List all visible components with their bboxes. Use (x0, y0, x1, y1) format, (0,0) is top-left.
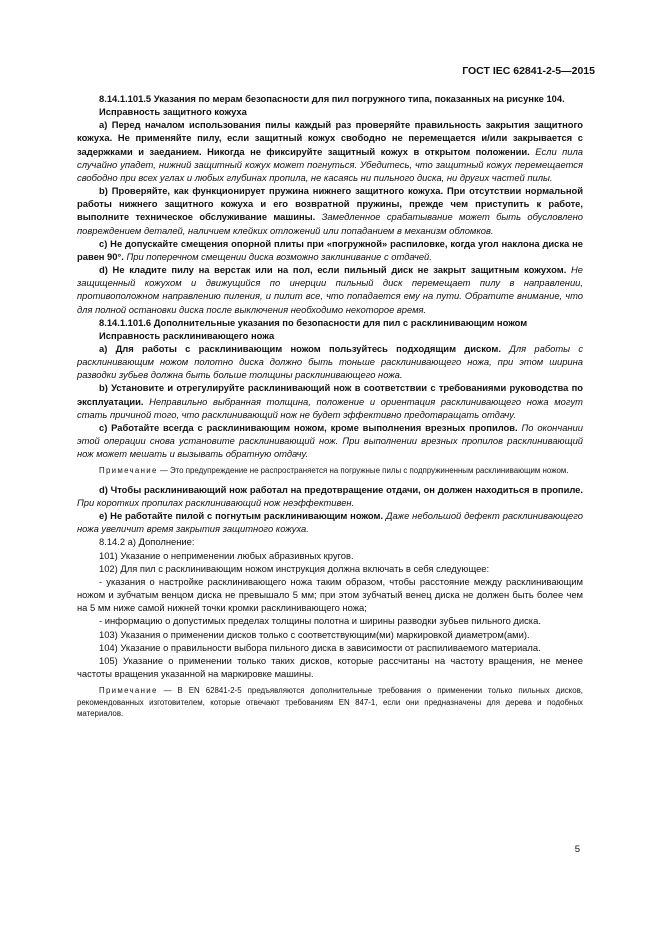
paragraph-b (77, 184, 583, 237)
paragraph-knife-e (77, 509, 583, 535)
paragraph-knife-b-bold: b) Установите и отрегулируйте расклинивающий нож в соответствии с требованиями руководства по эксплуатации. (77, 382, 583, 407)
item-101: 101) Указание о неприменении любых абразивных кругов. (99, 549, 354, 561)
item-102: 102) Для пил с расклинивающим ножом инструкция должна включать в себя следующее: (99, 562, 490, 574)
paragraph-b-italic: Замедленное срабатывание может быть обусловлено повреждением деталей, наличием клейких отложений или попаданием в механизм обломков. (77, 211, 583, 236)
paragraph-b-bold: b) Проверяйте, как функционирует пружина нижнего защитного кожуха. При отсутствии нормальной работы нижнего защитного кожуха и его возвратной пружины, прежде чем приступить к работе, выполните техническое обслуживание машины. (77, 185, 583, 223)
paragraph-knife-d-bold: d) Чтобы расклинивающий нож работал на предотвращение отдачи, он должен находиться в пропиле. (99, 483, 583, 495)
note-2-label: Примечание (99, 686, 158, 696)
standard-header: ГОСТ IEC 62841-2-5—2015 (462, 65, 595, 77)
paragraph-knife-c-bold: с) Работайте всегда с расклинивающим ножом, кроме выполнения врезных пропилов. (99, 421, 518, 433)
note-2-text: — В EN 62841-2-5 предъявляются дополнительные требования о применении только пильных дисков, рекомендованных изготовителем, которые отвечают требованиям EN 847-1, если они предназначены для дерева и подобных материалов. (77, 686, 583, 718)
page-number: 5 (574, 844, 580, 855)
paragraph-a-bold: а) Перед началом использования пилы каждый раз проверяйте правильность закрытия защитного кожуха. Не применяйте пилу, если защитный кожух свободно не перемещается и/или закрывается с задержками и заеданием. Никогда не фиксируйте защитный кожух в открытом положении. (77, 119, 583, 157)
subheading-guard: Исправность защитного кожуха (99, 106, 247, 118)
paragraph-knife-e-bold: е) Не работайте пилой с погнутым расклинивающим ножом. (99, 510, 383, 522)
paragraph-knife-c (77, 421, 583, 460)
note-1-label: Примечание (99, 466, 158, 476)
paragraph-knife-b (77, 381, 583, 420)
paragraph-knife-d (77, 483, 583, 509)
note-2 (77, 685, 583, 719)
paragraph-knife-d-italic: При коротких пропилах расклинивающий нож неэффективен. (77, 496, 355, 508)
note-1 (77, 465, 583, 476)
item-103: 103) Указания о применении дисков только с соответствующим(ми) маркировкой диаметром(ами). (99, 628, 530, 640)
item-105: 105) Указание о применении только таких дисков, которые рассчитаны на частоту вращения, не менее частоты вращения указанной на маркировке машины. (77, 654, 583, 679)
paragraph-c-bold: с) Не допускайте смещения опорной плиты при «погружной» распиловке, когда угол наклона диска не равен 90°. (77, 237, 583, 262)
paragraph-knife-e-italic: Даже небольшой дефект расклинивающего ножа увеличит время закрытия защитного кожуха. (77, 510, 584, 535)
paragraph-a (77, 118, 583, 184)
paragraph-d-bold: d) Не кладите пилу на верстак или на пол, если пильный диск не закрыт защитным кожухом. (99, 264, 567, 276)
subheading-riving-knife: Исправность расклинивающего ножа (99, 329, 275, 341)
section-heading-8-14-1-101-6: 8.14.1.101.6 Дополнительные указания по безопасности для пил с расклинивающим ножом (99, 316, 528, 328)
item-102-dash-1: - указания о настройке расклинивающего ножа таким образом, чтобы расстояние между расклинивающим ножом и зубчатым венцом диска не превышало 5 мм; при этом зубчатый венец диска не должен быть более чем на 5 мм ниже самой нижней точки кромки расклинивающего ножа; (77, 575, 583, 614)
paragraph-knife-a-italic: Для работы с расклинивающим ножом полотно диска должно быть тоньше расклинивающего ножа, при этом ширина разводки зубьев должна быть больше толщины расклинивающего ножа. (77, 342, 584, 381)
item-104: 104) Указание о правильности выбора пильного диска в зависимости от распиливаемого материала. (99, 641, 541, 653)
paragraph-knife-b-italic: Неправильно выбранная толщина, положение и ориентация расклинивающего ножа могут стать причиной того, что расклинивающий нож не будет эффективно предотвращать отдачу. (77, 395, 583, 420)
paragraph-c (77, 237, 583, 263)
item-102-dash-2: - информацию о допустимых пределах толщины полотна и ширины разводки зубьев пильного диска. (99, 615, 541, 627)
paragraph-knife-c-italic: По окончании этой операции снова установите расклинивающий нож. При выполнении врезных пропилов расклинивающий нож может мешать и вызывать обратную отдачу. (77, 421, 583, 460)
paragraph-knife-a-bold: а) Для работы с расклинивающим ножом пользуйтесь подходящим диском. (99, 342, 501, 354)
section-heading-8-14-1-101-5: 8.14.1.101.5 Указания по мерам безопасности для пил погружного типа, показанных на рисунке 104. (99, 93, 565, 104)
section-8-14-2-intro: 8.14.2 а) Дополнение: (99, 536, 195, 548)
note-1-text: — Это предупреждение не распространяется на погружные пилы с подпружиненным расклинивающим ножом. (157, 466, 569, 476)
paragraph-d (77, 263, 583, 316)
document-body (77, 92, 583, 725)
paragraph-knife-a (77, 342, 583, 381)
paragraph-a-italic: Если пила случайно упадет, нижний защитный кожух может погнуться. Убедитесь, что защитный кожух перемещается свободно при всех углах и любых глубинах пропила, не касаясь ни пильного диска, ни других частей пилы. (77, 145, 583, 183)
paragraph-d-italic: Не защищенный кожухом и движущийся по инерции пильный диск перемещает пилу в направлении, противоположном направлению пиления, и пилит все, что попадается ему на пути. Обратите внимание, что для полной остановки диска после выключения необходимо некоторое время. (77, 264, 583, 315)
paragraph-c-italic: При поперечном смещении диска возможно заклинивание с отдачей. (126, 250, 432, 262)
